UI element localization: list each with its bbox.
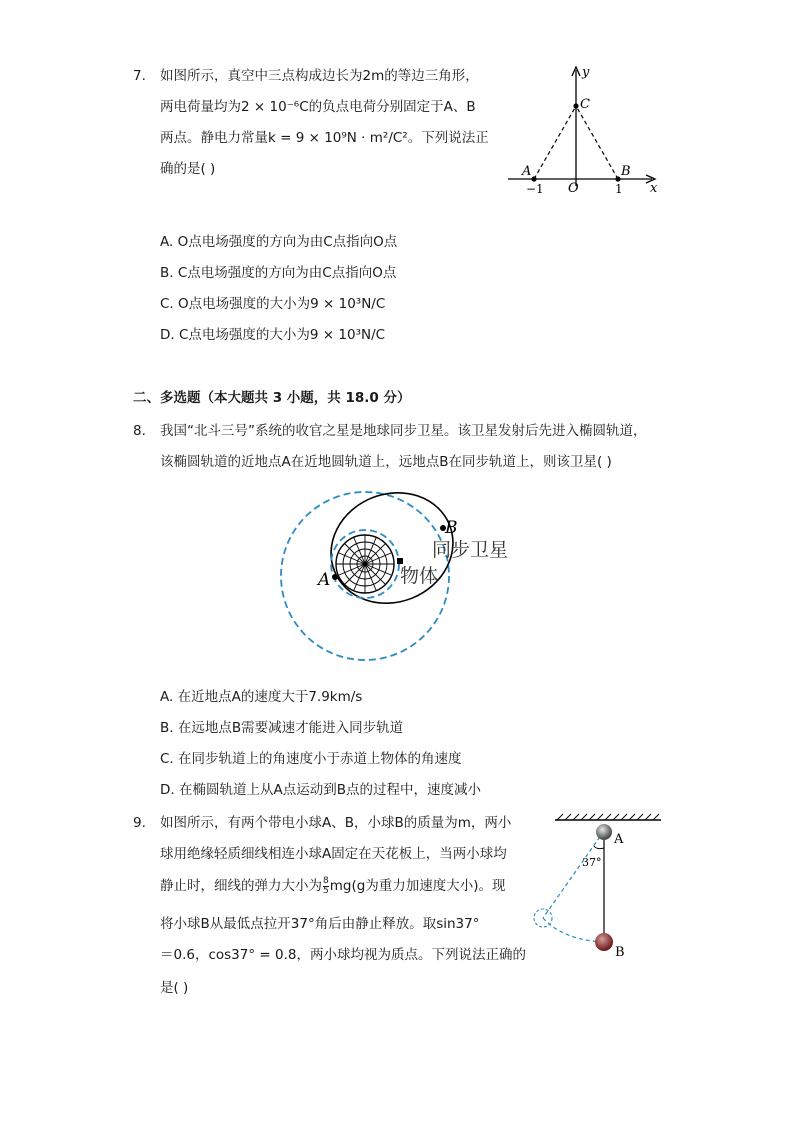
tick-neg-label: −1	[526, 182, 544, 196]
point-a	[332, 574, 338, 580]
swing-path-arc	[543, 918, 604, 942]
q8-option-a[interactable]: A. 在近地点A的速度大于7.9km/s	[160, 689, 363, 705]
q9-stem-line2: 球用绝缘轻质细线相连小球A固定在天花板上，当两小球均	[160, 846, 507, 862]
q7-option-d[interactable]: D. C点电场强度的大小为9 × 10³N/C	[160, 327, 386, 343]
fraction-denominator: 5	[323, 885, 329, 896]
q7-number: 7.	[133, 68, 146, 84]
swung-string-line	[543, 831, 604, 918]
point-b-label: B	[621, 164, 631, 179]
q8-option-c[interactable]: C. 在同步轨道上的角速度小于赤道上物体的角速度	[160, 751, 462, 767]
q7-stem-line3: 两点。静电力常量k = 9 × 10⁹N · m²/C²。下列说法正	[160, 130, 489, 146]
side-bc	[576, 106, 618, 179]
ceiling-hatch	[557, 814, 659, 820]
q9-stem-line3-text-b: mg(g为重力加速度大小)。现	[329, 878, 506, 894]
section2-heading: 二、多选题（本大题共 3 小题，共 18.0 分）	[133, 390, 411, 406]
q9-stem-line4: 将小球B从最低点拉开37°角后由静止释放。取sin37°	[160, 916, 480, 932]
earth-globe-icon	[336, 535, 394, 593]
q9-stem-line1: 如图所示，有两个带电小球A、B，小球B的质量为m，两小	[160, 815, 512, 831]
q7-stem-line1: 如图所示，真空中三点构成边长为2m的等边三角形，	[160, 68, 479, 84]
object-label: 物体	[400, 565, 439, 587]
q9-number: 9.	[133, 815, 146, 831]
q9-stem-line3-text-a: 静止时，细线的弹力大小为	[160, 878, 322, 894]
ball-b	[595, 933, 613, 951]
y-axis-label: y	[582, 65, 590, 80]
ball-a	[596, 824, 612, 840]
point-b-label: B	[445, 518, 458, 538]
q8-option-b[interactable]: B. 在远地点B需要减速才能进入同步轨道	[160, 720, 404, 736]
q7-option-a[interactable]: A. O点电场强度的方向为由C点指向O点	[160, 234, 398, 250]
point-c	[573, 103, 578, 108]
ball-b-label: B	[615, 945, 625, 960]
q8-option-d[interactable]: D. 在椭圆轨道上从A点运动到B点的过程中，速度减小	[160, 782, 481, 798]
x-axis-label: x	[650, 181, 658, 196]
tick-pos-label: 1	[615, 182, 623, 196]
origin-label: O	[568, 181, 579, 196]
q9-stem-line3	[160, 876, 506, 896]
q9-stem-line5: ＝0.6，cos37° = 0.8，两小球均视为质点。下列说法正确的	[160, 947, 526, 963]
q7-stem-line2: 两电荷量均为2 × 10⁻⁶C的负点电荷分别固定于A、B	[160, 99, 476, 115]
q7-triangle-figure	[500, 62, 670, 197]
q8-stem-line2: 该椭圆轨道的近地点A在近地圆轨道上，远地点B在同步轨道上，则该卫星( )	[160, 454, 612, 470]
point-c-label: C	[580, 97, 590, 112]
ball-a-label: A	[614, 832, 624, 847]
object-marker	[397, 558, 403, 564]
sync-satellite-label: 同步卫星	[432, 539, 509, 561]
fraction-numerator: 8	[323, 875, 329, 886]
q7-stem-line4: 确的是( )	[160, 161, 216, 177]
q9-stem-line6: 是( )	[160, 980, 189, 996]
q8-orbit-figure	[278, 478, 518, 670]
angle-arc	[594, 846, 604, 849]
point-a-label: A	[318, 570, 331, 590]
q8-stem-line1: 我国“北斗三号”系统的收官之星是地球同步卫星。该卫星发射后先进入椭圆轨道，	[160, 423, 647, 439]
q9-pendulum-figure	[525, 810, 665, 960]
q7-option-b[interactable]: B. C点电场强度的方向为由C点指向O点	[160, 265, 397, 281]
angle-label: 37°	[582, 856, 602, 869]
side-ac	[534, 106, 576, 179]
q8-number: 8.	[133, 423, 146, 439]
fraction-eight-fifths	[323, 877, 329, 896]
q7-option-c[interactable]: C. O点电场强度的大小为9 × 10³N/C	[160, 296, 386, 312]
point-a-label: A	[522, 164, 532, 179]
point-a	[531, 176, 536, 181]
point-b	[615, 176, 620, 181]
